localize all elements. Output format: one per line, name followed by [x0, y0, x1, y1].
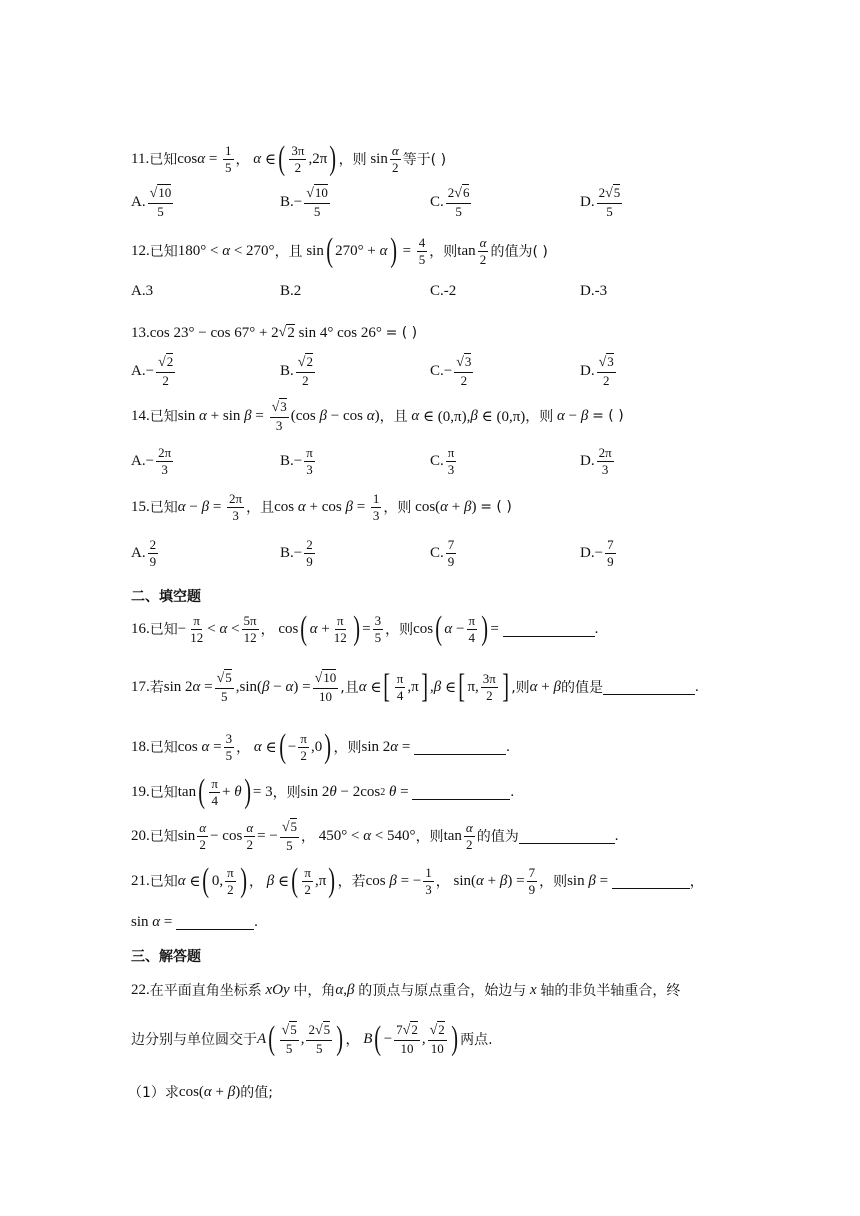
question-22-part1: （1）求 cos( α + β ) 的值; [128, 1083, 273, 1101]
q14-option-c[interactable]: C. $\frac{\pi}{3}$ [430, 445, 455, 477]
q11-option-d[interactable]: D. $\frac{2√5}{5}$ [580, 185, 621, 219]
question-13: 13. cos 23° − cos 67° + 2 √ 2 sin 4° cos 26° = ( ) [131, 324, 418, 341]
q11-option-b[interactable]: B. − $\frac{√10}{5}$ [280, 185, 328, 219]
q11-option-a[interactable]: A. $\frac{√10}{5}$ [131, 185, 172, 219]
q12-option-b[interactable]: B. 2 [280, 283, 302, 299]
q15-option-d[interactable]: D. − $\frac{7}{9}$ [580, 537, 614, 569]
q14-option-b[interactable]: B. − $\frac{\pi}{3}$ [280, 445, 313, 477]
q15-option-c[interactable]: C. $\frac{7}{9}$ [430, 537, 455, 569]
q15-option-a[interactable]: A. $\frac{2}{9}$ [131, 537, 157, 569]
q21-answer-blank-sina[interactable] [176, 915, 254, 930]
q14-option-a[interactable]: A. − $\frac{2\pi}{3}$ [131, 445, 172, 477]
q15-option-b[interactable]: B. − $\frac{2}{9}$ [280, 537, 313, 569]
question-19: 19. 已知 tan ( $\frac{\pi}{4}$ + θ ) = 3 ，则 sin 2 θ − 2cos 2 θ = . [131, 773, 515, 810]
q12-option-a[interactable]: A. 3 [131, 283, 154, 299]
question-22-line1: 22. 在平面直角坐标系 xOy 中，角 α , β 的顶点与原点重合，始边与 x 轴的非负半轴重合，终 [131, 981, 681, 999]
q17-answer-blank[interactable] [603, 680, 695, 695]
question-11: 11. 已知 cos α = $\frac{1}{5}$ ， α ∈ ( $\frac{3\pi}{2}$ ,2π ) ，则 sin $\frac{\alpha}{2}$ 等于( ) [131, 140, 447, 177]
q16-answer-blank[interactable] [503, 622, 595, 637]
section-answer-heading: 三、解答题 [131, 949, 201, 965]
q19-answer-blank[interactable] [412, 785, 510, 800]
q11-option-c[interactable]: C. $\frac{2√6}{5}$ [430, 185, 470, 219]
q18-answer-blank[interactable] [414, 740, 506, 755]
question-21: 21. 已知 α ∈ ( 0, $\frac{\pi}{2}$ ) ， β ∈ ( $\frac{\pi}{2}$ ,π ) ，若 cos β = − $\frac{1}{3}$ ， sin( α + β ) = $\frac{7}{9}$ ，则 sin β = ， [131, 862, 704, 899]
section-fill-in-heading: 二、填空题 [131, 589, 201, 605]
q21-answer-blank-sinb[interactable] [612, 874, 690, 889]
q13-option-b[interactable]: B. $\frac{√2}{2}$ [280, 354, 313, 388]
question-18: 18. 已知 cos α = $\frac{3}{5}$ ， α ∈ ( − $\frac{\pi}{2}$ ,0 ) ，则 sin 2 α = . [131, 728, 510, 765]
question-15: 15. 已知 α − β = $\frac{2\pi}{3}$ ，且 cos α + cos β = $\frac{1}{3}$ ，则 cos( α + β ) = ( ) [131, 491, 512, 523]
question-22-line2: 边分别与单位圆交于 A ( $\frac{√5}{5}$ , $\frac{2√5}{5}$ ) ， B ( − $\frac{7√2}{10}$ , $\frac{√2}{10}$ ) 两点. [131, 1020, 493, 1057]
question-14: 14. 已知 sin α + sin β = $\frac{√3}{3}$ (cos β − cos α ) ，且 α ∈ (0,π), β ∈ (0,π) ，则 α − β = ( ) [131, 399, 624, 433]
question-21-line2: sin α = . [131, 914, 258, 930]
question-20: 20. 已知 sin $\frac{\alpha}{2}$ − cos $\frac{\alpha}{2}$ = − $\frac{√5}{5}$ ， 450° < α < 540° ，则 tan $\frac{\alpha}{2}$ 的值为 . [131, 819, 619, 853]
q13-option-a[interactable]: A. − $\frac{√2}{2}$ [131, 354, 174, 388]
q12-option-c[interactable]: C. -2 [430, 283, 457, 299]
q13-option-d[interactable]: D. $\frac{√3}{2}$ [580, 354, 614, 388]
question-17: 17. 若 sin 2 α = $\frac{√5}{5}$ ,sin( β − α ) = $\frac{√10}{10}$ ,且 α ∈ [ $\frac{\pi}{4}$ ,π ] , β ∈ [ π, $\frac{3\pi}{2}$ ] ,则 α + β 的值是 . [131, 668, 699, 705]
q14-option-d[interactable]: D. $\frac{2\pi}{3}$ [580, 445, 612, 477]
question-12: 12. 已知 180° < α < 270° ，且 sin ( 270° + α ) = $\frac{4}{5}$ ，则 tan $\frac{\alpha}{2}$ 的值为( ) [131, 232, 548, 269]
question-16: 16. 已知 − $\frac{\pi}{12}$ < α < $\frac{5\pi}{12}$ ， cos ( α + $\frac{\pi}{12}$ ) = $\frac{3}{5}$ ，则 cos ( α − $\frac{\pi}{4}$ ) = . [131, 610, 599, 647]
q20-answer-blank[interactable] [519, 829, 615, 844]
q13-option-c[interactable]: C. − $\frac{√3}{2}$ [430, 354, 472, 388]
q12-option-d[interactable]: D. -3 [580, 283, 608, 299]
